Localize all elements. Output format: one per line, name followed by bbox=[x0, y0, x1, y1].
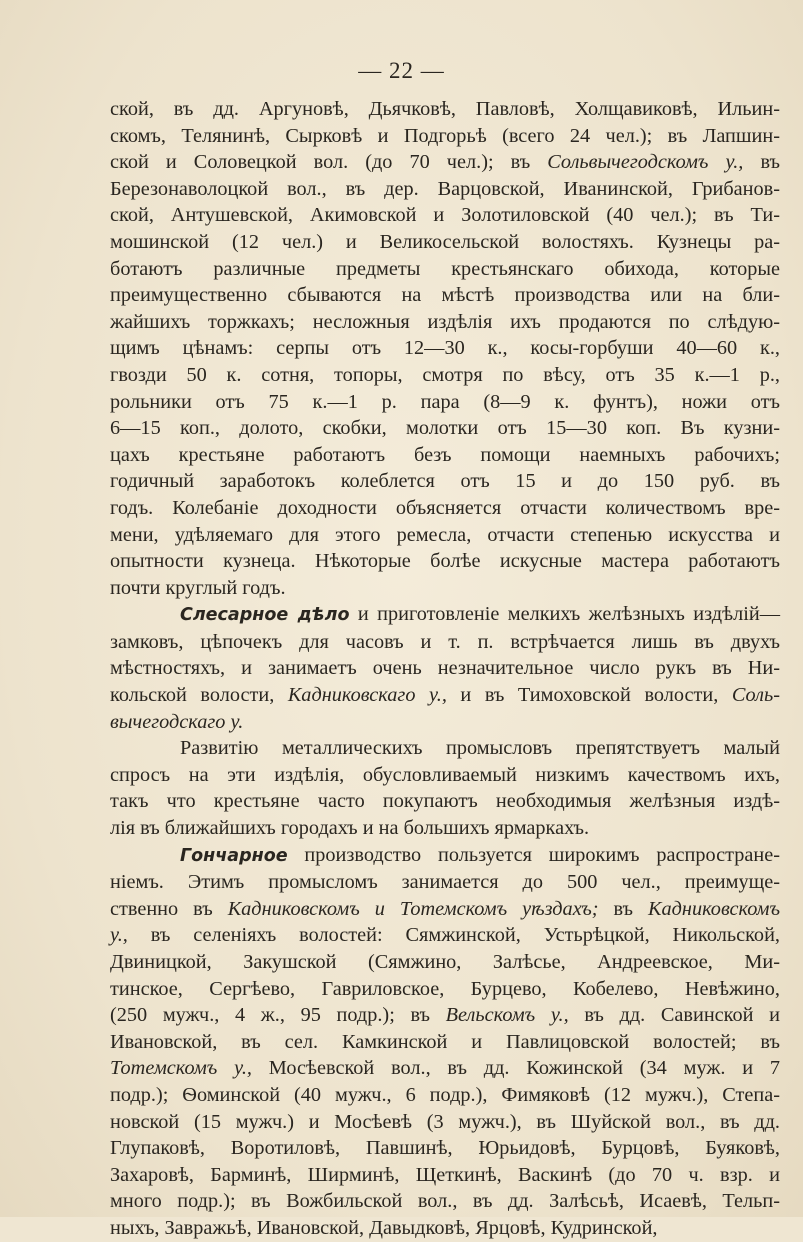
text-segment: и приготовленіе мелкихъ желѣзныхъ издѣлій— bbox=[349, 603, 780, 626]
text-line bbox=[110, 522, 780, 549]
text-line bbox=[110, 389, 780, 416]
text-line bbox=[110, 1055, 780, 1082]
text-line bbox=[110, 815, 780, 842]
text-segment: Березонаволоцкой вол., въ дер. Варцовской, Иванинской, Грибанов- bbox=[110, 177, 780, 200]
text-line bbox=[110, 601, 780, 629]
text-line bbox=[110, 735, 780, 762]
text-segment: рольники отъ 75 к.—1 р. пара (8—9 к. фунтъ), ножи отъ bbox=[110, 390, 780, 413]
text-segment: щимъ цѣнамъ: серпы отъ 12—30 к., косы-горбуши 40—60 к., bbox=[110, 337, 780, 360]
text-line bbox=[110, 362, 780, 389]
text-segment: ніемъ. Этимъ промысломъ занимается до 500 чел., преимуще- bbox=[110, 871, 780, 894]
body-text bbox=[110, 96, 780, 1242]
text-segment: мошинской (12 чел.) и Великосельской волостяхъ. Кузнецы ра- bbox=[110, 230, 780, 253]
italic-text: Сольвычегодскомъ у., bbox=[547, 151, 744, 174]
text-segment: въ bbox=[743, 151, 781, 174]
text-segment: лія въ ближайшихъ городахъ и на большихъ ярмаркахъ. bbox=[110, 817, 590, 840]
text-segment: подр.); Ѳоминской (40 мужч., 6 подр.), Фимяковѣ (12 мужч.), Степа- bbox=[110, 1083, 780, 1106]
text-line bbox=[110, 96, 780, 123]
text-line bbox=[110, 896, 780, 923]
text-line bbox=[110, 762, 780, 789]
text-segment: спросъ на эти издѣлія, обусловливаемый низкимъ качествомъ ихъ, bbox=[110, 763, 780, 786]
text-segment: много подр.); въ Вожбильской вол., въ дд. Залѣсьѣ, Исаевѣ, Тельп- bbox=[110, 1190, 780, 1213]
text-segment: въ bbox=[598, 897, 649, 920]
text-line bbox=[110, 682, 780, 709]
text-line bbox=[110, 1215, 780, 1242]
text-line bbox=[110, 709, 780, 736]
text-line bbox=[110, 442, 780, 469]
text-segment: кольской волости, bbox=[110, 684, 288, 707]
paragraph bbox=[110, 601, 780, 735]
italic-text: Вельскомъ у., bbox=[445, 1004, 569, 1027]
text-segment: въ селеніяхъ волостей: Сямжинской, Устьрѣцкой, Никольской, bbox=[127, 924, 780, 947]
text-segment: Глупаковѣ, Воротиловѣ, Павшинѣ, Юрьидовѣ, Бурцовѣ, Буяковѣ, bbox=[110, 1137, 780, 1160]
text-line bbox=[110, 176, 780, 203]
text-line bbox=[110, 495, 780, 522]
text-line bbox=[110, 1135, 780, 1162]
text-segment: Двиницкой, Закушской (Сямжино, Залѣсье, Андреевское, Ми- bbox=[110, 951, 780, 973]
text-segment: ской, Антушевской, Акимовской и Золотиловской (40 чел.); въ Ти- bbox=[110, 204, 780, 227]
paragraph bbox=[110, 842, 780, 1242]
text-segment: 6—15 коп., долото, скобки, молотки отъ 15—30 коп. Въ кузни- bbox=[110, 417, 780, 440]
text-line bbox=[110, 655, 780, 682]
text-line bbox=[110, 468, 780, 495]
italic-text: Соль- bbox=[731, 684, 780, 707]
text-line bbox=[110, 1082, 780, 1109]
text-segment: ской, въ дд. Аргуновѣ, Дьячковѣ, Павловѣ, Холщавиковѣ, Ильин- bbox=[110, 98, 780, 120]
text-segment: мѣстностяхъ, и занимаетъ очень незначительное число рукъ въ Ни- bbox=[110, 657, 780, 680]
text-segment: новской (15 мужч.) и Мосѣевѣ (3 мужч.), въ Шуйской вол., въ дд. bbox=[110, 1110, 780, 1133]
text-line bbox=[110, 229, 780, 256]
italic-text: Кадниковскомъ и Тотемскомъ уѣздахъ; bbox=[227, 897, 599, 920]
section-heading: Гончарное bbox=[180, 845, 288, 866]
text-segment: Развитію металлическихъ промысловъ препятствуетъ малый bbox=[180, 737, 780, 760]
text-line bbox=[110, 976, 780, 1003]
text-line bbox=[110, 335, 780, 362]
text-line bbox=[110, 629, 780, 656]
text-segment: (250 мужч., 4 ж., 95 подр.); въ bbox=[110, 1004, 446, 1027]
italic-text: Тотемскомъ у., bbox=[110, 1057, 252, 1080]
text-line bbox=[110, 202, 780, 229]
text-line bbox=[110, 1002, 780, 1029]
text-segment: производство пользуется широкимъ распростране- bbox=[287, 843, 780, 866]
text-line bbox=[110, 282, 780, 309]
text-line bbox=[110, 1162, 780, 1189]
text-line bbox=[110, 575, 780, 602]
text-segment: скомъ, Телянинѣ, Сырковѣ и Подгорьѣ (всего 24 чел.); въ Лапшин- bbox=[110, 124, 780, 147]
text-line bbox=[110, 548, 780, 575]
paragraph bbox=[110, 735, 780, 841]
text-segment: такъ что крестьяне часто покупаютъ необходимыя желѣзныя издѣ- bbox=[110, 790, 780, 813]
page-number: — 22 — bbox=[358, 58, 445, 83]
text-segment: ботаютъ различные предметы крестьянскаго обихода, которые bbox=[110, 257, 780, 280]
text-segment: почти круглый годъ. bbox=[110, 576, 286, 599]
text-line bbox=[110, 123, 780, 150]
text-line bbox=[110, 1188, 780, 1215]
text-line bbox=[110, 869, 780, 896]
text-segment: цахъ крестьяне работаютъ безъ помощи наемныхъ рабочихъ; bbox=[110, 443, 780, 466]
text-segment: Ивановской, въ сел. Камкинской и Павлицовской волостей; въ bbox=[110, 1030, 780, 1053]
text-segment: гвозди 50 к. сотня, топоры, смотря по вѣсу, отъ 35 к.—1 р., bbox=[110, 363, 780, 386]
text-line bbox=[110, 1029, 780, 1056]
text-segment: замковъ, цѣпочекъ для часовъ и т. п. встрѣчается лишь въ двухъ bbox=[110, 630, 780, 653]
text-line bbox=[110, 309, 780, 336]
text-segment: годичный заработокъ колеблется отъ 15 и до 150 руб. въ bbox=[110, 470, 780, 493]
text-segment: тинское, Сергѣево, Гавриловское, Бурцево, Кобелево, Невѣжино, bbox=[110, 977, 780, 1000]
text-segment: ныхъ, Завражьѣ, Ивановской, Давыдковѣ, Ярцовѣ, Кудринской, bbox=[110, 1216, 658, 1239]
text-segment: годъ. Колебаніе доходности объясняется отчасти количествомъ вре- bbox=[110, 496, 780, 519]
text-line bbox=[110, 922, 780, 949]
text-line bbox=[110, 788, 780, 815]
italic-text: вычегодскаго у. bbox=[110, 710, 244, 733]
text-segment: въ дд. Савинской и bbox=[568, 1004, 780, 1027]
text-segment: Захаровѣ, Барминѣ, Ширминѣ, Щеткинѣ, Васкинѣ (до 70 ч. взр. и bbox=[110, 1163, 780, 1186]
text-line bbox=[110, 1109, 780, 1136]
text-segment: ственно въ bbox=[110, 897, 228, 920]
text-segment: и въ Тимоховской волости, bbox=[446, 684, 732, 707]
italic-text: Кадниковскаго у., bbox=[287, 684, 447, 707]
paragraph bbox=[110, 96, 780, 601]
text-segment: ской и Соловецкой вол. (до 70 чел.); въ bbox=[110, 151, 548, 174]
text-segment: жайшихъ торжкахъ; несложныя издѣлія ихъ продаются по слѣдую- bbox=[110, 310, 780, 333]
text-segment: Мосѣевской вол., въ дд. Кожинской (34 муж. и 7 bbox=[252, 1057, 781, 1080]
italic-text: Кадниковскомъ bbox=[648, 897, 781, 920]
text-line bbox=[110, 415, 780, 442]
text-segment: опытности кузнеца. Нѣкоторые болѣе искусные мастера работаютъ bbox=[110, 550, 780, 573]
text-line bbox=[110, 842, 780, 870]
text-line bbox=[110, 149, 780, 176]
text-segment: преимущественно сбываются на мѣстѣ производства или на бли- bbox=[110, 284, 780, 307]
text-line bbox=[110, 256, 780, 283]
text-segment: мени, удѣляемаго для этого ремесла, отчасти степенью искусства и bbox=[110, 523, 780, 546]
text-line bbox=[110, 949, 780, 976]
section-heading: Слесарное дѣло bbox=[180, 605, 350, 626]
italic-text: у., bbox=[110, 924, 128, 947]
